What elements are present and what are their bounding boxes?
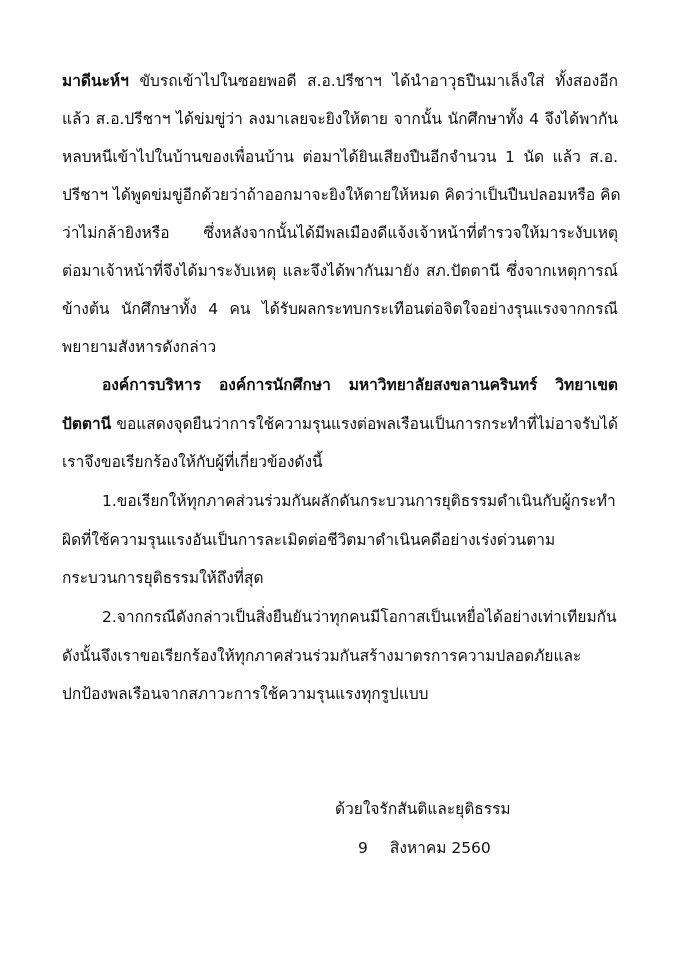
paragraph-2-line-1 [102, 375, 618, 395]
paragraph-1-line-1 [62, 71, 618, 91]
demand-2-line-1: 2.จากกรณีดังกล่าวเป็นสิ่งยืนยันว่าทุกคนมีโอกาสเป็นเหยื่อได้อย่างเท่าเทียมกัน [102, 608, 617, 626]
closing-line: ด้วยใจรักสันติและยุติธรรม [335, 800, 511, 818]
date-day: 9 [358, 839, 368, 857]
demand-1-line-1: 1.ขอเรียกให้ทุกภาคส่วนร่วมกันผลักดันกระบวนการยุติธรรมดำเนินกับผู้กระทำ [102, 492, 616, 510]
paragraph-1-line-8: พยายามสังหารดังกล่าว [62, 338, 217, 356]
paragraph-1-line-6: ต่อมาเจ้าหน้าที่จึงได้มาระงับเหตุ และจึงได้พากันมายัง สภ.ปัตตานี ซึ่งจากเหตุการณ์ [62, 262, 618, 280]
demand-2-line-3: ปกป้องพลเรือนจากสภาวะการใช้ความรุนแรงทุกรูปแบบ [62, 685, 429, 703]
paragraph-1-line-7: ข้างต้น นักศึกษาทั้ง 4 คน ได้รับผลกระทบกระเทือนต่อจิตใจอย่างรุนแรงจากกรณี [62, 300, 618, 318]
date-line [358, 838, 491, 858]
date-month-year: สิงหาคม 2560 [389, 839, 491, 857]
bold-organization: องค์การบริหาร องค์การนักศึกษา มหาวิทยาลัยสงขลานครินทร์ วิทยาเขต [102, 376, 618, 394]
bold-campus: ปัตตานี [62, 415, 112, 433]
paragraph-2-line-3: เราจึงขอเรียกร้องให้กับผู้ที่เกี่ยวข้องดังนี้ [62, 453, 323, 471]
bold-name: มาดีนะห์ฯ [62, 72, 129, 90]
paragraph-1-line-2: แล้ว ส.อ.ปรีชาฯ ได้ข่มขู่ว่า ลงมาเลยจะยิงให้ตาย จากนั้น นักศึกษาทั้ง 4 จึงได้พากัน [62, 110, 618, 128]
demand-2-line-2: ดังนั้นจึงเราขอเรียกร้องให้ทุกภาคส่วนร่วมกันสร้างมาตรการความปลอดภัยและ [62, 647, 582, 665]
paragraph-1-line-3: หลบหนีเข้าไปในบ้านของเพื่อนบ้าน ต่อมาได้ยินเสียงปืนอีกจำนวน 1 นัด แล้ว ส.อ. [62, 148, 618, 166]
paragraph-1-line-5: ว่าไม่กล้ายิงหรือ ซึ่งหลังจากนั้นได้มีพลเมืองดีแจ้งเจ้าหน้าที่ตำรวจให้มาระงับเหตุ [62, 224, 618, 242]
demand-1-line-3: กระบวนการยุติธรรมให้ถึงที่สุด [62, 569, 264, 587]
text-span: ขอแสดงจุดยืนว่าการใช้ความรุนแรงต่อพลเรือนเป็นการกระทำที่ไม่อาจรับได้ [111, 415, 618, 433]
paragraph-1-line-4: ปรีชาฯ ได้พูดข่มขู่อีกด้วยว่าถ้าออกมาจะยิงให้ตายให้หมด คิดว่าเป็นปืนปลอมหรือ คิด [62, 186, 621, 204]
demand-1-line-2: ผิดที่ใช้ความรุนแรงอันเป็นการละเมิดต่อชีวิตมาดำเนินคดีอย่างเร่งด่วนตาม [62, 531, 556, 549]
text-span: ขับรถเข้าไปในซอยพอดี ส.อ.ปรีชาฯ ได้นำอาวุธปืนมาเล็งใส่ ทั้งสองอีก [128, 72, 618, 90]
paragraph-2-line-2 [62, 414, 618, 434]
